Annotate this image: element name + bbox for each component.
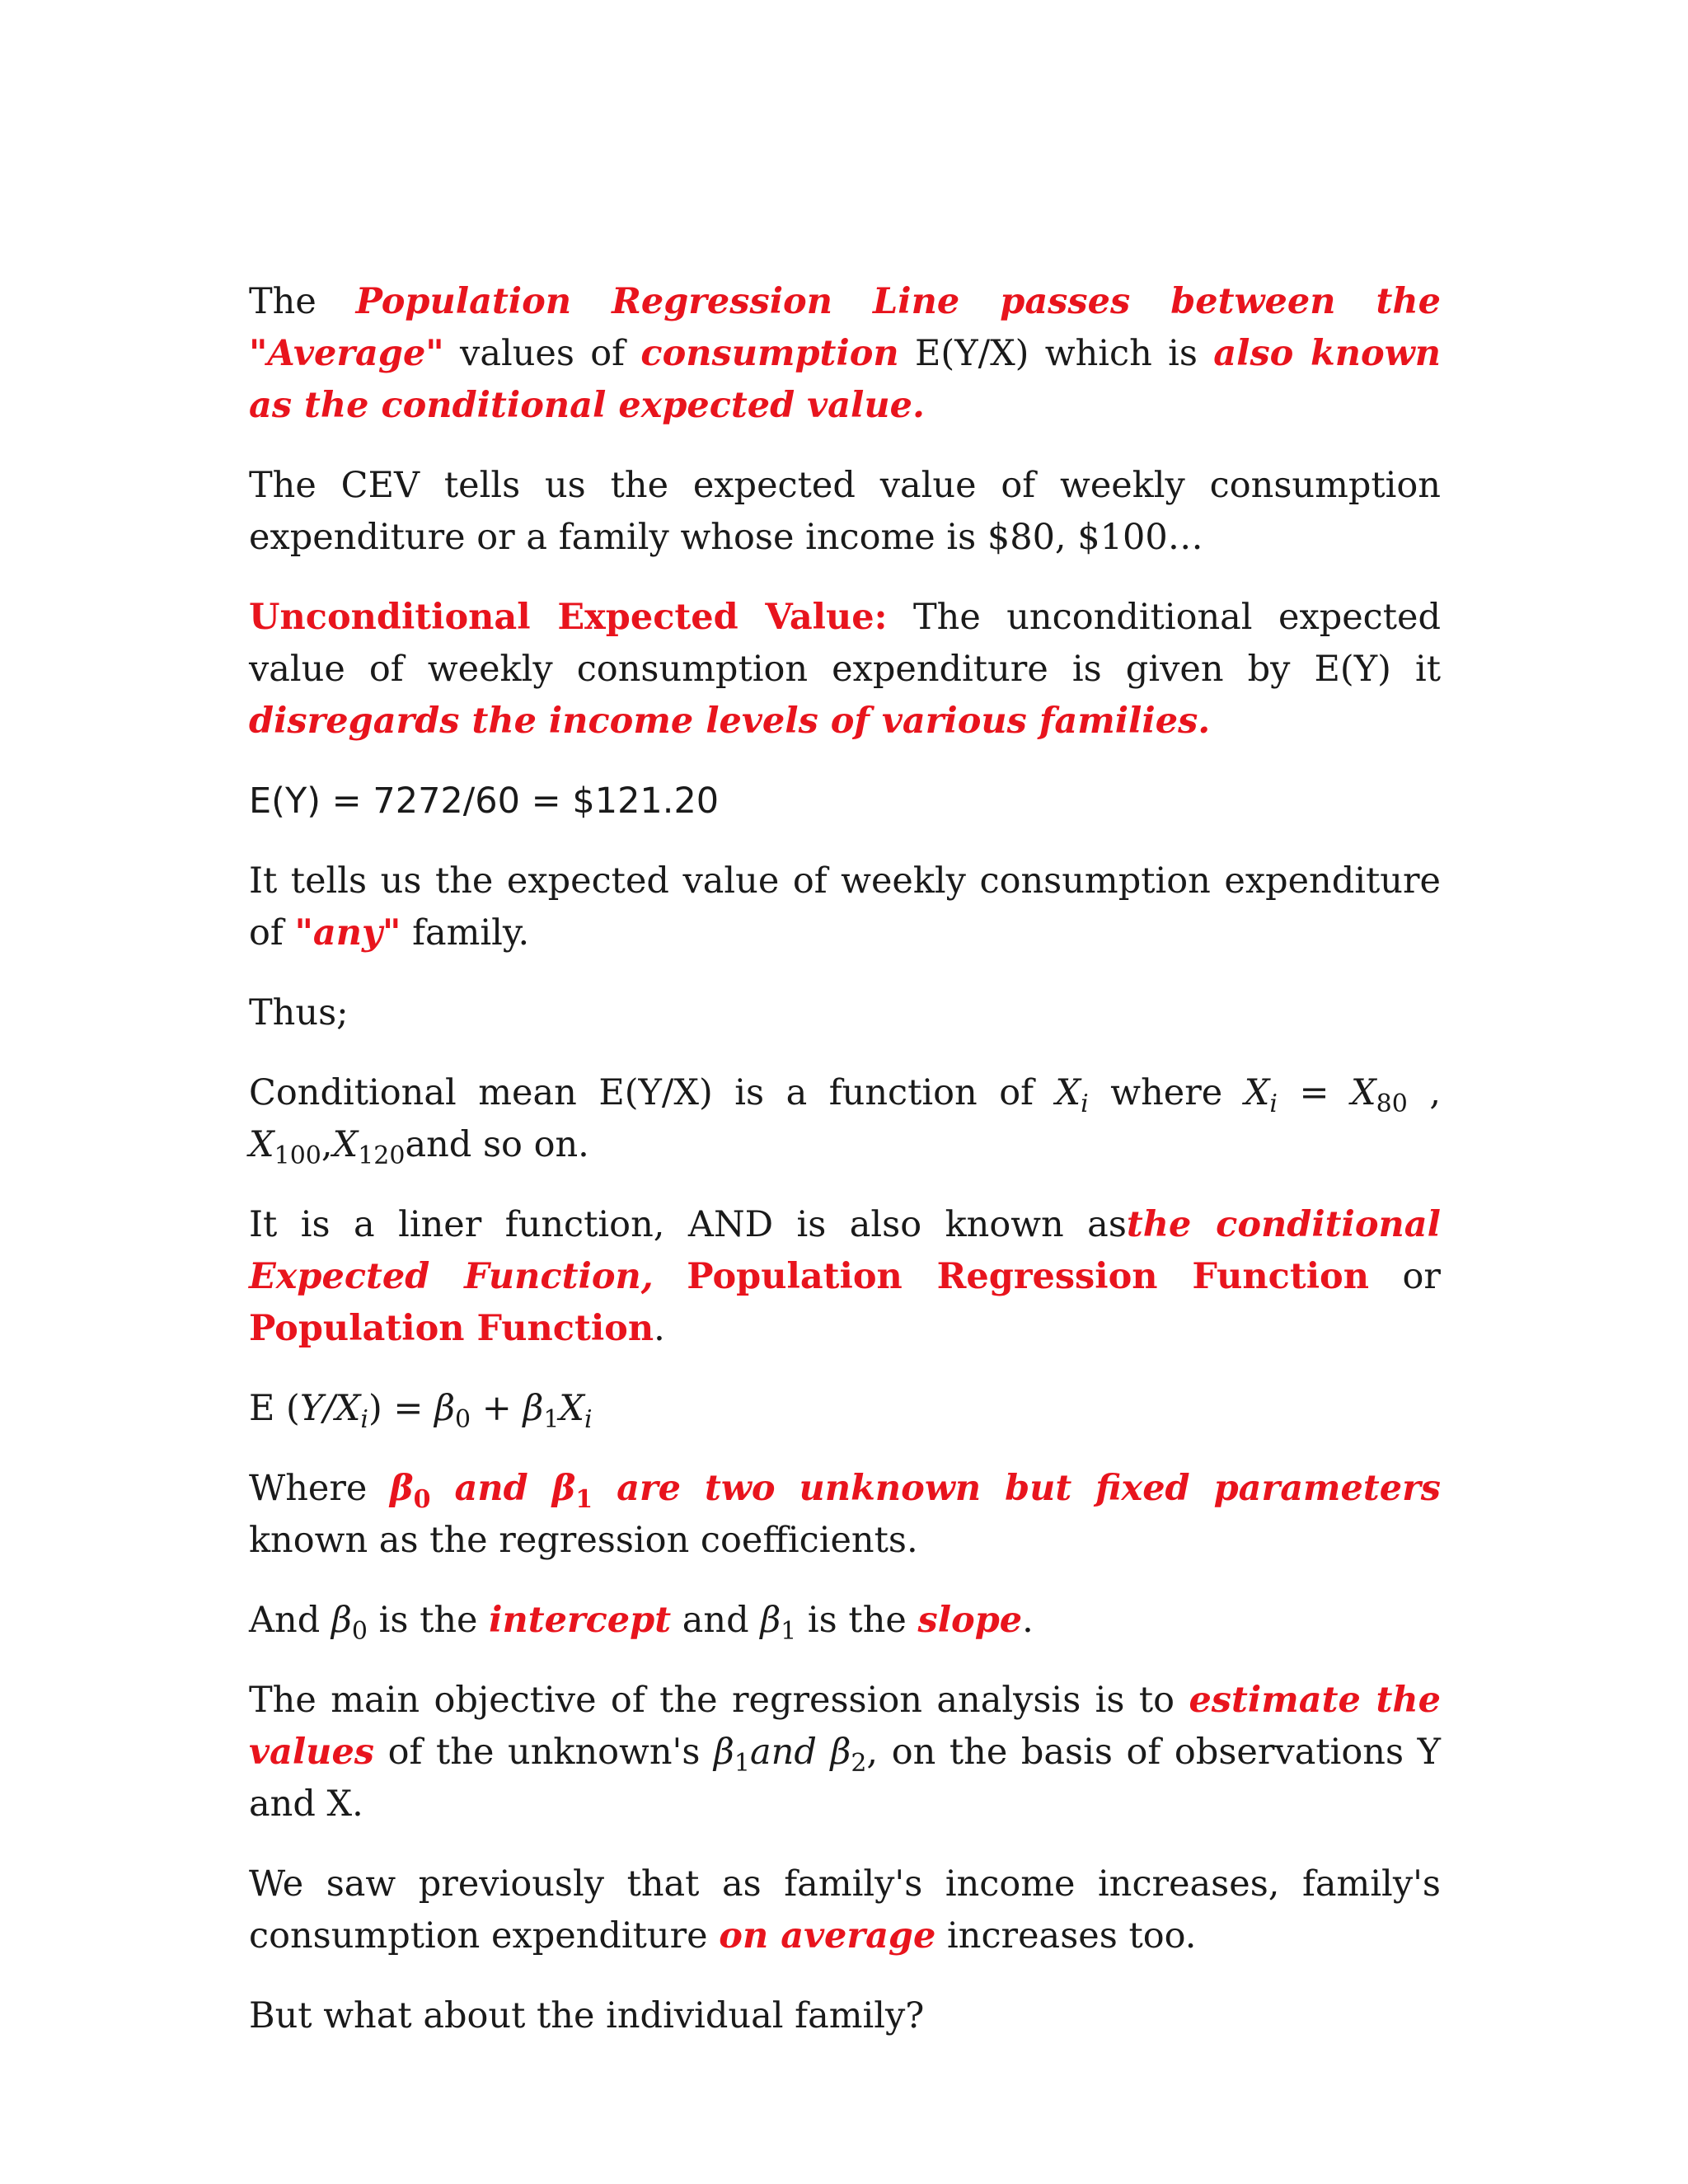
math-sub: i [1081,1090,1089,1118]
text: ) = [368,1388,435,1429]
highlight-text: consumption [640,333,899,374]
math-sub: 80 [1376,1090,1408,1118]
math-text: and [750,1732,831,1773]
highlight-math: β [390,1468,414,1509]
text: values of [443,333,641,374]
text: family. [401,912,530,954]
paragraph-unconditional-expected-value [249,592,1441,748]
highlight-text: Population Regression Line passes between the "Average" [249,281,1441,374]
text: , [1407,1072,1441,1113]
text: The main objective of the regression analysis is to [249,1680,1189,1721]
math-op: + [471,1388,523,1429]
text: where [1088,1072,1245,1113]
text: . [1022,1600,1034,1641]
math-sub: i [1269,1090,1278,1118]
highlight-text: Population Regression Function [687,1256,1369,1297]
math-sub: 2 [851,1749,867,1778]
text: is the [367,1600,490,1641]
text: increases too. [935,1915,1197,1957]
paragraph-cev: The CEV tells us the expected value of weekly consumption expenditure or a family whose income is $80, $100… [249,465,1441,558]
highlight-text: the conditional Expected Function, [249,1204,1442,1297]
heading-text: Unconditional Expected Value: [249,597,888,638]
math-var: β [714,1732,734,1773]
math-var: β [760,1600,781,1641]
paragraph-parameters [249,1463,1441,1567]
highlight-text: "any" [294,912,401,954]
highlight-text: intercept [489,1600,672,1641]
paragraph-regression-equation [249,1383,1441,1435]
text: And [249,1600,331,1641]
math-sub: 0 [454,1405,471,1434]
highlight-text: disregards the income levels of various families. [249,701,1211,742]
highlight-text: Population Function [249,1308,654,1349]
text [654,1256,687,1297]
text: E(Y/X) which is [898,333,1214,374]
highlight-sub: 0 [413,1485,431,1514]
text: Where [249,1468,391,1509]
text: We saw previously that as family's income increases, family's consumption expenditure [249,1863,1441,1957]
math-sub: 1 [543,1405,560,1434]
math-var: X [332,1124,359,1165]
paragraph-thus: Thus; [249,992,349,1033]
paragraph-intercept-slope [249,1595,1441,1647]
text: or [1369,1256,1441,1297]
math-op: / [323,1388,335,1429]
paragraph-individual-family: But what about the individual family? [249,1995,925,2036]
highlight-text: are two unknown but fixed parameters [593,1468,1442,1509]
math-var: X [1055,1072,1081,1113]
math-var: Y [299,1388,324,1429]
math-sub: i [360,1405,368,1434]
text: It is a liner function, AND is also known as [249,1204,1127,1245]
text: and [671,1600,761,1641]
math-sub: 1 [734,1749,750,1778]
math-sub: 1 [781,1617,797,1646]
text: The unconditional expected value of weekly consumption expenditure is given by E(Y) it [249,597,1442,690]
text: Conditional mean E(Y/X) is a function of [249,1072,1056,1113]
math-var: β [434,1388,455,1429]
highlight-text: on average [719,1915,936,1957]
math-var: X [1351,1072,1376,1113]
math-sub: 100 [274,1141,321,1170]
highlight-text: and [430,1468,552,1509]
text: = [1277,1072,1352,1113]
text: is the [796,1600,918,1641]
highlight-text: estimate the values [249,1680,1441,1773]
math-var: β [830,1732,851,1773]
paragraph-main-objective [249,1675,1441,1830]
math-var: X [249,1124,274,1165]
math-sub: 0 [351,1617,368,1646]
paragraph-ey-equation: E(Y) = 7272/60 = $121.20 [249,780,720,822]
paragraph-liner-function [249,1199,1441,1355]
text: , [321,1124,333,1165]
text: The [249,281,356,322]
math-var: β [331,1600,352,1641]
paragraph-population-regression-line [249,276,1441,432]
highlight-text: slope [917,1600,1023,1641]
text: and so on. [405,1124,589,1165]
text: It tells us the expected value of weekly consumption expenditure of [249,860,1441,954]
highlight-sub: 1 [575,1485,593,1514]
paragraph-any-family [249,855,1441,959]
highlight-math: β [551,1468,576,1509]
math-var: X [335,1388,361,1429]
text: E ( [249,1388,300,1429]
highlight-text: also known as the conditional expected value. [249,333,1442,426]
text: , on the basis of observations Y and X. [249,1732,1442,1825]
text: of the unknown's [374,1732,715,1773]
math-var: X [1244,1072,1270,1113]
math-sub: i [584,1405,593,1434]
math-sub: 120 [358,1141,406,1170]
paragraph-income-increases [249,1858,1441,1962]
math-var: β [523,1388,544,1429]
text: . [654,1308,665,1349]
paragraph-conditional-mean [249,1067,1441,1171]
text: known as the regression coefficients. [249,1520,918,1561]
math-var: X [559,1388,585,1429]
